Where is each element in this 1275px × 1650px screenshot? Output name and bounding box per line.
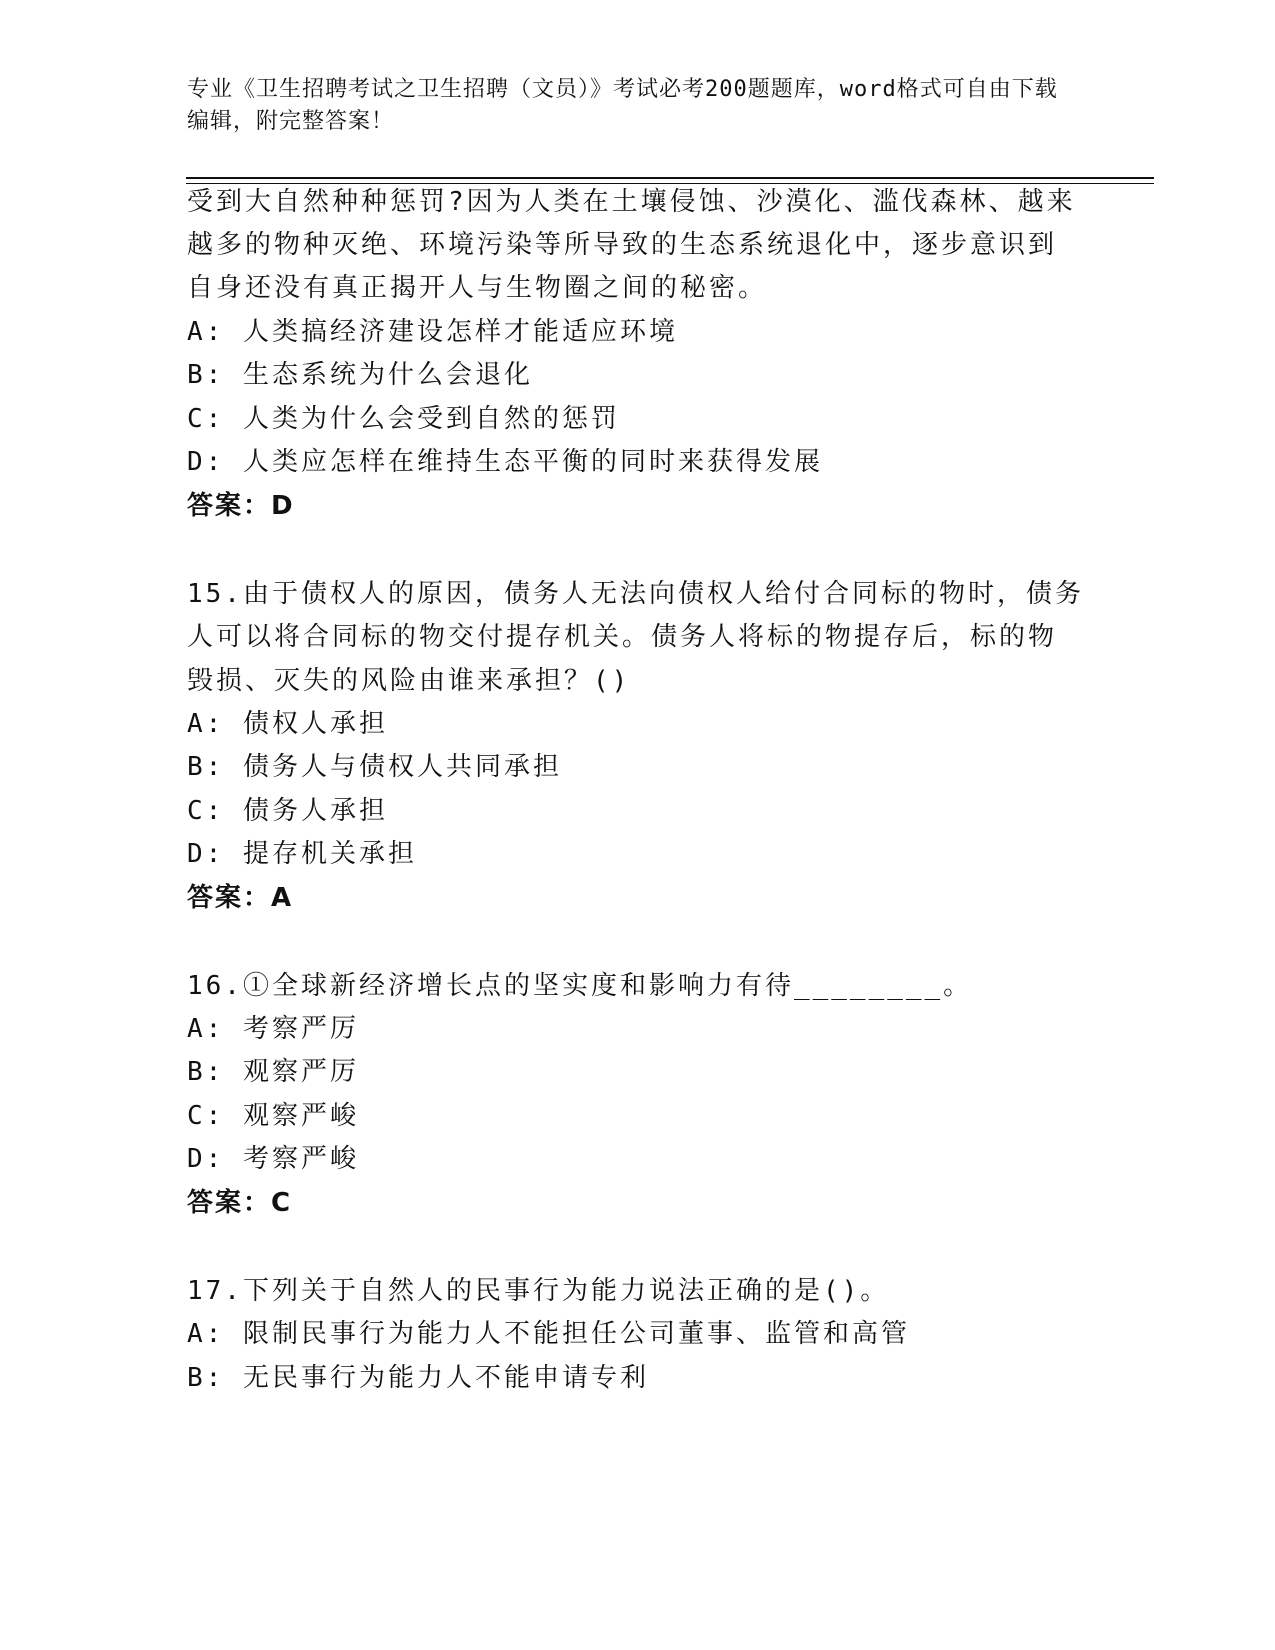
q14-stem-line-1: 受到大自然种种惩罚?因为人类在土壤侵蚀、沙漠化、滥伐森林、越来 [187, 187, 1076, 217]
header-rule-thick [186, 177, 1154, 179]
q14-option-a: A: 人类搞经济建设怎样才能适应环境 [187, 317, 678, 347]
q15-option-b: B: 债务人与债权人共同承担 [187, 752, 562, 782]
q16-option-b: B: 观察严厉 [187, 1057, 359, 1087]
q15-stem-line-2: 人可以将合同标的物交付提存机关。债务人将标的物提存后，标的物 [187, 622, 1058, 652]
q14-option-b: B: 生态系统为什么会退化 [187, 360, 533, 390]
q17-option-b: B: 无民事行为能力人不能申请专利 [187, 1363, 649, 1393]
q15-option-c: C: 债务人承担 [187, 796, 388, 826]
q15-stem-line-3: 毁损、灭失的风险由谁来承担？() [187, 666, 631, 696]
q17-stem-line-1: 17.下列关于自然人的民事行为能力说法正确的是()。 [187, 1276, 890, 1306]
q14-stem-line-3: 自身还没有真正揭开人与生物圈之间的秘密。 [187, 273, 768, 303]
document-header: 专业《卫生招聘考试之卫生招聘（文员）》考试必考200题题库，word格式可自由下载编辑，附完整答案！ [187, 77, 1058, 134]
q14-answer: 答案：D [187, 491, 295, 521]
q15-answer: 答案：A [187, 883, 294, 913]
q16-option-d: D: 考察严峻 [187, 1144, 359, 1174]
q14-option-d: D: 人类应怎样在维持生态平衡的同时来获得发展 [187, 447, 823, 477]
q17-option-a: A: 限制民事行为能力人不能担任公司董事、监管和高管 [187, 1319, 910, 1349]
q16-option-a: A: 考察严厉 [187, 1014, 359, 1044]
q16-option-c: C: 观察严峻 [187, 1101, 359, 1131]
q15-option-d: D: 提存机关承担 [187, 839, 417, 869]
q15-option-a: A: 债权人承担 [187, 709, 388, 739]
q16-answer: 答案：C [187, 1188, 293, 1218]
q14-option-c: C: 人类为什么会受到自然的惩罚 [187, 404, 620, 434]
q14-stem-line-2: 越多的物种灭绝、环境污染等所导致的生态系统退化中，逐步意识到 [187, 230, 1058, 260]
header-rule-thin [186, 183, 1154, 184]
q16-stem-line-1: 16.①全球新经济增长点的坚实度和影响力有待________。 [187, 971, 973, 1001]
q15-stem-line-1: 15.由于债权人的原因，债务人无法向债权人给付合同标的物时，债务 [187, 579, 1084, 609]
